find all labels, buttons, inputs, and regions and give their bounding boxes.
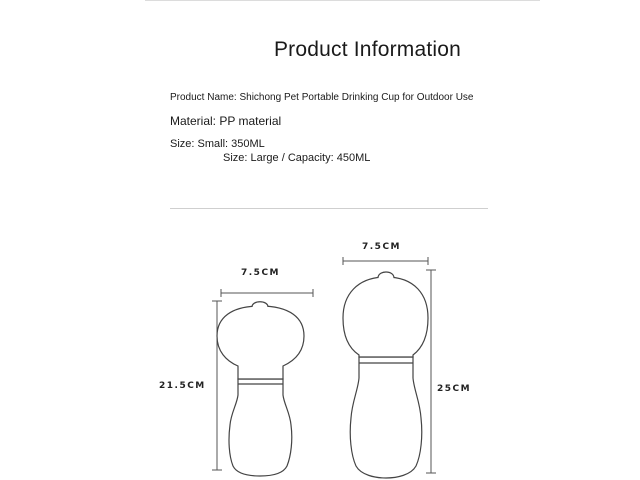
large-bottle-body bbox=[350, 357, 422, 478]
size-small-line: Size: Small: 350ML bbox=[170, 138, 265, 150]
large-bottle-cap bbox=[343, 277, 428, 357]
large-width-dimension-line bbox=[343, 257, 428, 265]
large-cap-tab bbox=[378, 272, 394, 278]
large-bottle bbox=[343, 272, 428, 478]
small-bottle-body bbox=[229, 379, 292, 476]
small-cap-tab bbox=[252, 302, 268, 307]
large-width-label: 7.5CM bbox=[362, 242, 402, 252]
small-bottle-cap bbox=[217, 306, 304, 379]
product-name-line: Product Name: Shichong Pet Portable Drinking Cup for Outdoor Use bbox=[170, 92, 474, 103]
small-height-label: 21.5CM bbox=[159, 381, 206, 391]
small-bottle bbox=[217, 302, 304, 476]
large-height-dimension-line bbox=[426, 270, 436, 473]
page-title: Product Information bbox=[273, 38, 462, 61]
size-large-line: Size: Large / Capacity: 450ML bbox=[223, 152, 371, 164]
small-width-dimension-line bbox=[221, 289, 313, 297]
material-line: Material: PP material bbox=[170, 114, 282, 128]
large-height-label: 25CM bbox=[437, 384, 472, 394]
small-width-label: 7.5CM bbox=[241, 268, 281, 278]
